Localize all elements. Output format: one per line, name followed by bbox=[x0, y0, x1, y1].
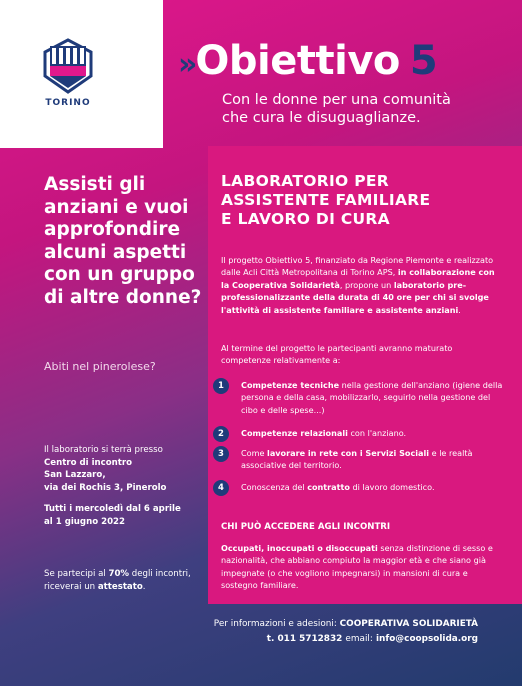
left-question: Assisti gli anziani e vuoi approfondire alcuni aspetti con un gruppo di altre donne? bbox=[44, 174, 202, 308]
subtitle: Con le donne per una comunità che cura le disuguaglianze. bbox=[222, 92, 451, 126]
title-number: 5 bbox=[409, 38, 438, 84]
dates-line2: al 1 giugno 2022 bbox=[44, 516, 126, 527]
certificate-info: Se partecipi al 70% degli incontri, riceverai un attestato. bbox=[44, 569, 191, 592]
number-badge: 2 bbox=[213, 426, 229, 442]
eligibility-text: Occupati, inoccupati o disoccupati senza distinzione di sesso e nazionalità, che abbiano compiuto la maggior età e che siano già impegnate (o che vogliono impegnarsi) in mansioni di cura e sostegno familiare. bbox=[221, 543, 493, 591]
title-row bbox=[178, 38, 438, 84]
number-badge: 4 bbox=[213, 480, 229, 496]
logo-area bbox=[0, 0, 163, 148]
double-chevron-icon: » bbox=[178, 47, 192, 82]
course-description: Il progetto Obiettivo 5, finanziato da Regione Piemonte e realizzato dalle Acli Città Metropolitana di Torino APS, in collaborazione con la Cooperativa Solidarietà, propone un laboratorio pre-professionalizzante della durata di 40 ore per chi si svolge l'attività di assistente familiare e assistente anziani. bbox=[221, 255, 495, 315]
skill-item: 1 Competenze tecniche nella gestione dell'anziano (igiene della persona e della casa, mobilizzarlo, seguirlo nella gestione del cibo e delle spese...) bbox=[213, 379, 508, 416]
course-panel bbox=[208, 146, 522, 604]
eligibility-heading: CHI PUÒ ACCEDERE AGLI INCONTRI bbox=[221, 522, 391, 532]
venue-info: Il laboratorio si terrà presso Centro di incontro San Lazzaro, via dei Rochis 3, Pinerolo Tutti i mercoledì dal 6 aprile al 1 giugno 2022 bbox=[44, 445, 181, 527]
page-title: Obiettivo bbox=[195, 38, 400, 84]
email-address: info@coopsolida.org bbox=[375, 634, 478, 644]
contact-details: t. 011 5712832 email: info@coopsolida.org bbox=[266, 634, 478, 644]
phone-number: 011 5712832 bbox=[277, 634, 343, 644]
course-title: LABORATORIO PER ASSISTENTE FAMILIARE E LAVORO DI CURA bbox=[221, 172, 431, 228]
number-badge: 3 bbox=[213, 446, 229, 462]
contact-line: Per informazioni e adesioni: COOPERATIVA SOLIDARIETÀ bbox=[213, 619, 478, 629]
logo-city-label: TORINO bbox=[45, 98, 91, 108]
skill-item: 3 Come lavorare in rete con i Servizi Sociali e le realtà associative del territorio. bbox=[213, 447, 508, 472]
skill-item: 4 Conoscenza del contratto di lavoro domestico. bbox=[213, 481, 508, 496]
left-subquestion: Abiti nel pinerolese? bbox=[44, 360, 156, 373]
skills-intro: Al termine del progetto le partecipanti avranno maturato competenze relativamente a: bbox=[221, 343, 453, 366]
skill-item: 2 Competenze relazionali con l'anziano. bbox=[213, 427, 508, 442]
number-badge: 1 bbox=[213, 378, 229, 394]
dates-line1: Tutti i mercoledì dal 6 aprile bbox=[44, 504, 181, 514]
acli-logo-icon bbox=[42, 38, 94, 94]
